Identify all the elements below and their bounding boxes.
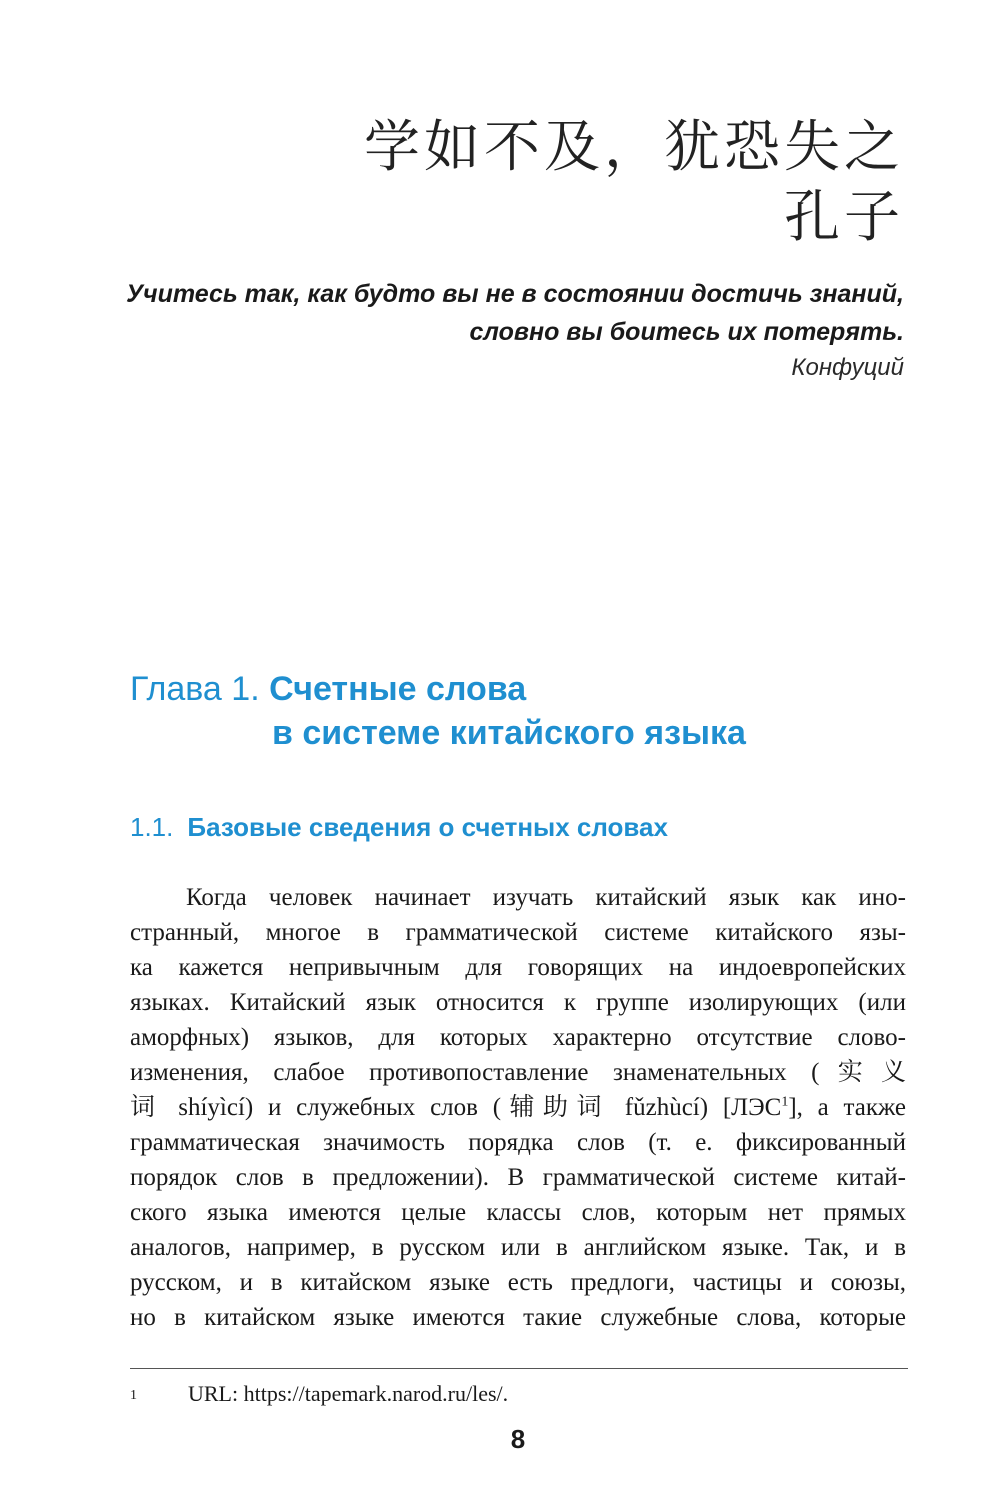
epigraph-chinese-line-1: 学如不及，犹恐失之 (364, 115, 904, 180)
body-line-with-footnote (130, 1090, 906, 1125)
footnote-divider (130, 1368, 908, 1369)
body-line: ка кажется непривычным для говорящих на индоевропейских (130, 954, 906, 981)
section-heading (130, 810, 910, 844)
body-line: Когда человек начинает изучать китайский язык как ино- (186, 884, 906, 911)
footnote-text: URL: https://tapemark.narod.ru/les/. (188, 1381, 509, 1406)
epigraph-author: Конфуций (791, 354, 904, 381)
page-number: 8 (510, 1424, 526, 1454)
chapter-title-line-1: Счетные слова (269, 670, 527, 708)
body-line: грамматическая значимость порядка слов (т. е. фиксированный (130, 1129, 906, 1156)
body-line: изменения, слабое противопоставление знаменательных (实义 (130, 1059, 906, 1086)
footnote-reference: 1 (781, 1094, 789, 1110)
body-line: языках. Китайский язык относится к группе изолирующих (или (130, 989, 906, 1016)
chapter-heading (130, 666, 910, 712)
body-line-part: 词 shíyìcí) и служебных слов (辅助词 fǔzhùcí) [ЛЭС (130, 1094, 782, 1121)
epigraph-chinese-line-2: 孔子 (784, 185, 904, 250)
body-line: но в китайском языке имеются такие служебные слова, которые (130, 1304, 906, 1331)
chapter-label: Глава 1. (130, 670, 260, 708)
body-line: ского языка имеются целые классы слов, которым нет прямых (130, 1199, 906, 1226)
epigraph-russian-line-2: словно вы боитесь их потерять. (469, 318, 904, 346)
section-number: 1.1. (130, 812, 174, 842)
body-line: русском, и в китайском языке есть предлоги, частицы и союзы, (130, 1269, 906, 1296)
body-line: аморфных) языков, для которых характерно отсутствие слово- (130, 1024, 906, 1051)
body-line-part: ], а также (788, 1094, 907, 1121)
body-line: странный, многое в грамматической системе китайского язы- (130, 919, 906, 946)
epigraph-russian-line-1: Учитесь так, как будто вы не в состоянии достичь знаний, (126, 280, 904, 308)
section-title: Базовые сведения о счетных словах (187, 812, 668, 842)
chapter-title-line-2: в системе китайского языка (272, 714, 746, 752)
body-line: аналогов, например, в русском или в английском языке. Так, и в (130, 1234, 906, 1261)
footnote-mark: 1 (130, 1388, 137, 1403)
body-line: порядок слов в предложении). В грамматической системе китай- (130, 1164, 906, 1191)
